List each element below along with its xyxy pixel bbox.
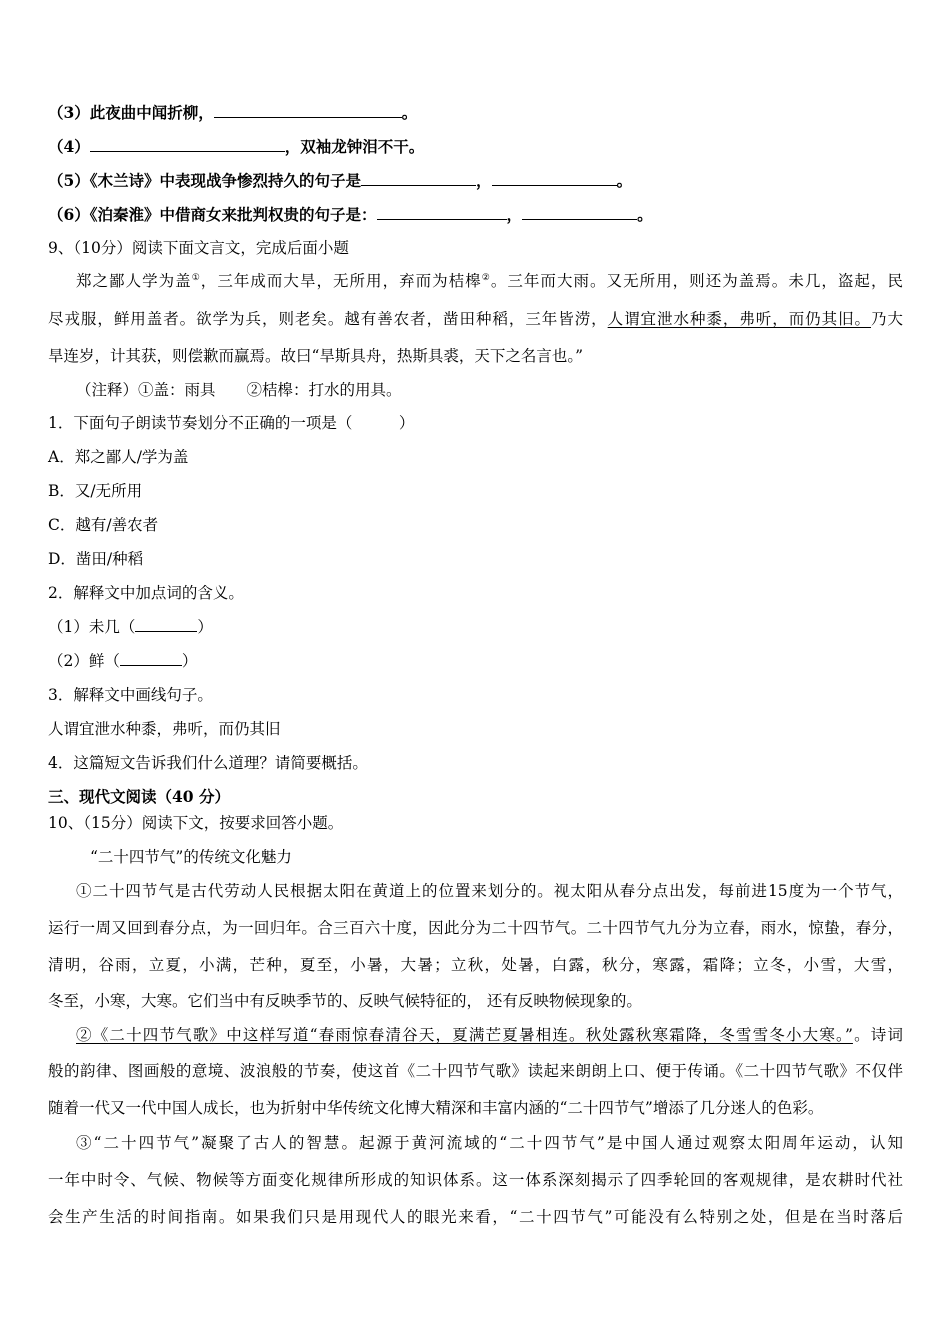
answer-blank[interactable] bbox=[377, 205, 507, 220]
q9-passage-line-3: 旱连岁，计其获，则偿歉而赢焉。故曰“旱斯具舟，热斯具裘，天下之名言也。” bbox=[48, 347, 584, 365]
article-title: “二十四节气”的传统文化魅力 bbox=[90, 848, 292, 866]
q9-sub3-question: 3．解释文中画线句子。 bbox=[48, 686, 213, 704]
p3-line-3: 会生产生活的时间指南。如果我们只是用现代人的眼光来看，“二十四节气”可能没有么特别之处，但是在当时落后 bbox=[48, 1208, 903, 1226]
q10-header: 10、（15分）阅读下文，按要求回答小题。 bbox=[48, 814, 344, 832]
q9-header: 9、（10分）阅读下面文言文，完成后面小题 bbox=[48, 239, 349, 257]
q9-sub2-question: 2．解释文中加点词的含义。 bbox=[48, 584, 244, 602]
underlined-poem: ②《二十四节气歌》中这样写道“春雨惊春清谷天，夏满芒夏暑相连。秋处露秋寒霜降，冬雪雪冬小大寒。” bbox=[76, 1026, 853, 1044]
p2-line-3: 随着一代又一代中国人成长，也为折射中华传统文化博大精深和丰富内涵的“二十四节气”增添了几分迷人的色彩。 bbox=[48, 1099, 824, 1117]
q9-sub2-item-1: （1）未几（ ） bbox=[48, 618, 213, 636]
q8-item-6: （6）《泊秦淮》中借商女来批判权贵的句子是： ， 。 bbox=[48, 205, 653, 224]
answer-blank[interactable] bbox=[522, 205, 637, 220]
q9-note: （注释）①盖：雨具 ②桔槔：打水的用具。 bbox=[76, 381, 402, 399]
p3-line-2: 一年中时令、气候、物候等方面变化规律所形成的知识体系。这一体系深刻揭示了四季轮回的客观规律，是农耕时代社 bbox=[48, 1171, 903, 1189]
q8-item-3: （3）此夜曲中闻折柳， 。 bbox=[48, 103, 418, 122]
q8-item-4: （4） ，双袖龙钟泪不干。 bbox=[48, 137, 425, 156]
p1-line-3: 清明，谷雨，立夏，小满，芒种，夏至，小暑，大暑；立秋，处暑，白露，秋分，寒露，霜降；立冬，小雪，大雪， bbox=[48, 956, 903, 974]
answer-blank[interactable] bbox=[135, 617, 197, 632]
underlined-sentence: 人谓宜泄水种黍，弗听，而仍其旧。 bbox=[607, 310, 871, 328]
answer-blank[interactable] bbox=[120, 651, 182, 666]
p1-line-2: 运行一周又回到春分点，为一回归年。合三百六十度，因此分为二十四节气。二十四节气九分为立春，雨水，惊蛰，春分， bbox=[48, 919, 903, 937]
p2-line-2: 般的韵律、图画般的意境、波浪般的节奏，使这首《二十四节气歌》读起来朗朗上口、便于传诵。《二十四节气歌》不仅伴 bbox=[48, 1062, 903, 1080]
q9-passage-line-2: 尽戎服，鲜用盖者。欲学为兵，则老矣。越有善农者，凿田种稻，三年皆涝，人谓宜泄水种黍，弗听，而仍其旧。乃大 bbox=[48, 310, 903, 328]
q9-sub2-item-2: （2）鲜（ ） bbox=[48, 652, 198, 670]
option-d: D．凿田/种稻 bbox=[48, 550, 144, 568]
option-c: C．越有/善农者 bbox=[48, 516, 159, 534]
answer-blank[interactable] bbox=[90, 137, 285, 152]
p1-line-4: 冬至，小寒，大寒。它们当中有反映季节的、反映气候特征的， 还有反映物候现象的。 bbox=[48, 992, 642, 1010]
answer-blank[interactable] bbox=[492, 171, 617, 186]
p1-line-1: ①二十四节气是古代劳动人民根据太阳在黄道上的位置来划分的。视太阳从春分点出发，每前进15度为一个节气， bbox=[76, 882, 903, 900]
q9-sub3-sentence: 人谓宜泄水种黍，弗听，而仍其旧 bbox=[48, 720, 281, 738]
p2-line-1: ②《二十四节气歌》中这样写道“春雨惊春清谷天，夏满芒夏暑相连。秋处露秋寒霜降，冬雪雪冬小大寒。”。诗词 bbox=[76, 1026, 903, 1044]
option-a: A．郑之鄙人/学为盖 bbox=[48, 448, 189, 466]
option-b: B．又/无所用 bbox=[48, 482, 143, 500]
answer-blank[interactable] bbox=[214, 103, 402, 118]
q8-item-5: （5）《木兰诗》中表现战争惨烈持久的句子是 ， 。 bbox=[48, 171, 633, 190]
q9-sub4-question: 4．这篇短文告诉我们什么道理？请简要概括。 bbox=[48, 754, 368, 772]
answer-blank[interactable] bbox=[361, 171, 476, 186]
section-3-title: 三、现代文阅读（40 分） bbox=[48, 787, 230, 806]
p3-line-1: ③“二十四节气”凝聚了古人的智慧。起源于黄河流域的“二十四节气”是中国人通过观察太阳周年运动，认知 bbox=[76, 1134, 903, 1152]
q9-sub1-question: 1．下面句子朗读节奏划分不正确的一项是（ ） bbox=[48, 414, 415, 432]
q9-passage-line-1: 郑之鄙人学为盖①，三年成而大旱，无所用，弃而为桔槔②。三年而大雨。又无所用，则还为盖焉。未几，盗起，民 bbox=[76, 272, 903, 290]
